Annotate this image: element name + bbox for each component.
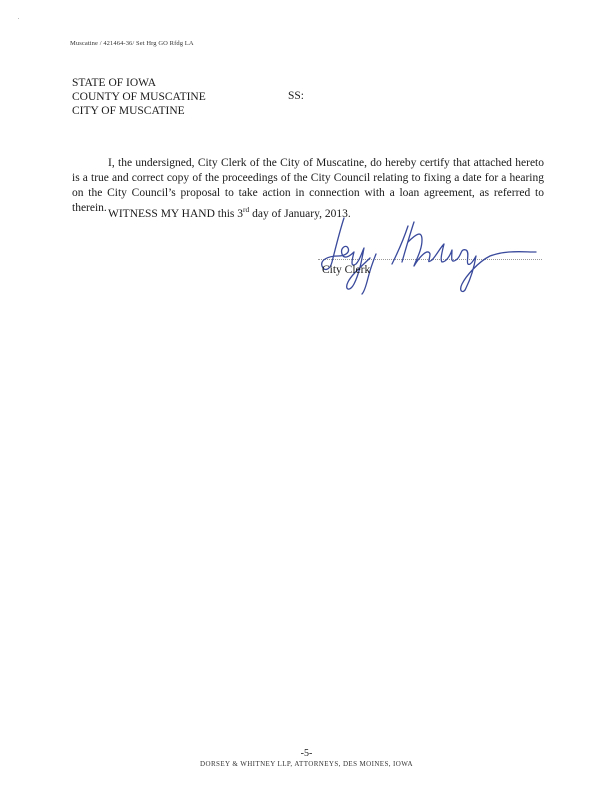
witness-ordinal: rd bbox=[243, 205, 250, 214]
page-number: -5- bbox=[300, 748, 313, 759]
witness-prefix: WITNESS MY HAND this 3 bbox=[108, 208, 244, 220]
signature-stroke-1 bbox=[322, 218, 370, 289]
caption-state: STATE OF IOWA bbox=[72, 77, 157, 89]
certification-text: I, the undersigned, City Clerk of the City of Muscatine, do hereby certify that attached hereto is a true and correct copy of the proceedings of the City Council relating to fixing a date for a hearing on the City Council’s proposal to take action in connection with a loan agreement, as referred to therein. bbox=[72, 157, 544, 214]
handwritten-signature bbox=[310, 212, 550, 296]
venue-caption bbox=[72, 76, 206, 118]
caption-city: CITY OF MUSCATINE bbox=[72, 105, 185, 117]
witness-suffix: day of January, 2013. bbox=[249, 208, 351, 220]
firm-footer: DORSEY & WHITNEY LLP, ATTORNEYS, DES MOINES, IOWA bbox=[200, 760, 413, 768]
caption-county: COUNTY OF MUSCATINE bbox=[72, 91, 206, 103]
signature-title: City Clerk bbox=[322, 264, 371, 276]
scan-speck bbox=[18, 18, 19, 19]
caption-ss: SS: bbox=[288, 90, 304, 102]
document-reference-header: Muscatine / 421464-36/ Set Hrg GO Rfdg LA bbox=[70, 40, 194, 47]
signature-stroke-3 bbox=[392, 222, 536, 291]
certification-paragraph bbox=[72, 156, 544, 216]
